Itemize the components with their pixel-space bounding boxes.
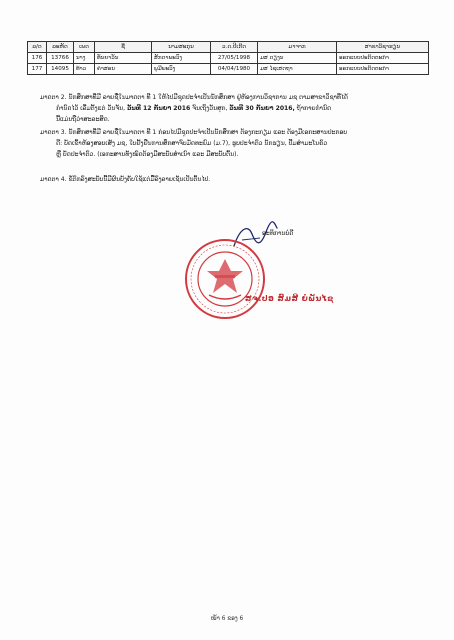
col-header-no: ລ/ດ <box>28 42 47 53</box>
article-3 <box>40 128 425 160</box>
article-2-text: ຖ້າກາຍກຳນົດ <box>296 104 332 112</box>
col-header-last-name: ນາມສະກຸນ <box>152 42 211 53</box>
table-row <box>28 53 429 64</box>
article-2-line-1: ມາດຕາ 2. ນັກສຶກສາທີ່ມີ ລາຍຊື່ໃນມາດຕາ ທີ 1 ໃຫ້ໄປມີຊຸດປະຈຳເປັນນັກສຶກສາ ຢູ່ຫ້ອງການວິຊາການ ມຊ ຕາມສາຂາວິຊາທີ່ໄດ້ <box>40 94 348 101</box>
col-header-major: ສາຂາວິຊາຮຽນ <box>337 42 429 53</box>
cell-first-name: ທັນຍາວັນ <box>95 53 152 64</box>
cell-no: 176 <box>28 53 47 64</box>
article-2 <box>40 93 425 125</box>
cell-last-name: ສັກດາພະວົງ <box>152 53 211 64</box>
article-2-text: ຈົນເຖິງວັນສຸກ, <box>192 104 228 112</box>
student-table <box>27 41 429 75</box>
cell-last-name: ພູມີພະວົງ <box>152 64 211 75</box>
article-3-line-3: ຫຼື ບັດປະຈຳຕົວ. (ເອກະສານທັງໝົດຕ້ອງມີສະບັບສຳເນົາ ແລະ ມີສະບັບຕົ້ນ). <box>56 150 239 158</box>
signatory-name: ສຈ.ປອ ສົມສີ ຍໍພັນໄຊ <box>245 294 334 303</box>
cell-gender: ນາງ <box>74 53 95 64</box>
article-2-line-3: ນີ້ແມ່ນຖືວ່າສະລະສິດ. <box>56 115 110 123</box>
article-4 <box>40 175 425 186</box>
cell-birthdate: 27/05/1998 <box>211 53 258 64</box>
signatory-role: ອະທິການບໍດີ <box>262 230 294 237</box>
article-4-line-1: ມາດຕາ 4. ຂໍ້ຕົກລົງສະບັບນີ້ມີຜົນບັງຄັບໃຊ້ແຕ່ມື້ລົງລາຍເຊັນເປັນຕົ້ນໄປ. <box>40 176 211 183</box>
cell-major: ອອກແບບປະດິດຕະກຳ <box>337 53 429 64</box>
table-header-row <box>28 42 429 53</box>
cell-first-name: ຄໍາສອນ <box>95 64 152 75</box>
col-header-code: ລະຫັດ <box>47 42 74 53</box>
cell-origin: ມສ ດຽງນ <box>258 53 337 64</box>
table-row <box>28 64 429 75</box>
cell-gender: ທ້າວ <box>74 64 95 75</box>
cell-origin: ມສ ໄຊເສດຖາ <box>258 64 337 75</box>
cell-code: 13766 <box>47 53 74 64</box>
article-2-start-date: ວັນທີ 12 ກັນຍາ 2016 <box>127 104 191 112</box>
article-2-text: ກຳນົດໄວ້ ເລີ່ມຕັ້ງແຕ່ ວັນຈັນ, <box>56 104 126 112</box>
cell-birthdate: 04/04/1980 <box>211 64 258 75</box>
page-number: ໜ້າ 6 ຂອງ 6 <box>210 616 244 622</box>
cell-code: 14095 <box>47 64 74 75</box>
article-3-line-1: ມາດຕາ 3. ນັກສຶກສາທີ່ມີ ລາຍຊື່ໃນມາດຕາ ທີ 1 ກ່ອນໄປມີຊຸດປະຈຳເປັນນັກສຶກສາ ຕ້ອງກະກຽມ ແລະ ຕ້ອງມີເອກະສານປະກອບ <box>40 129 348 136</box>
article-2-line-2 <box>40 104 425 115</box>
article-2-end-date: ວັນທີ 30 ກັນຍາ 2016, <box>229 104 295 112</box>
col-header-first-name: ຊື່ <box>95 42 152 53</box>
col-header-origin: ມາຈາກ <box>258 42 337 53</box>
article-3-line-2: ດີ: ບັດເຂົ້າຫ້ອງສອບເສັງ ມຊ, ໃບຢັ້ງຢືນການສຶກສາຈົບມັດທະຍົມ (ມ.7), ຮູບປະຈຳຕົວ ນັກຮຽນ, ປື້ມສຳມະໂນຄົວ <box>56 139 328 147</box>
col-header-gender: ເພດ <box>74 42 95 53</box>
col-header-birthdate: ວ.ດ.ປີເກີດ <box>211 42 258 53</box>
cell-major: ອອກແບບປະດິດຕະກຳ <box>337 64 429 75</box>
official-seal-stamp <box>183 237 267 321</box>
cell-no: 177 <box>28 64 47 75</box>
